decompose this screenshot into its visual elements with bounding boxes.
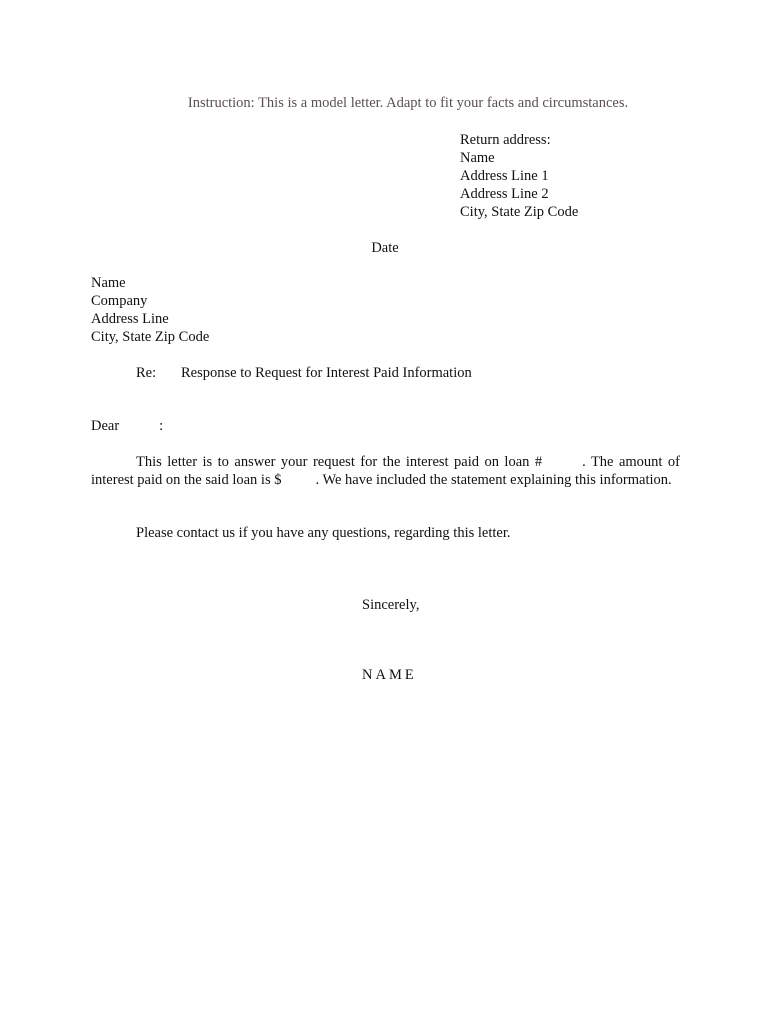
instruction-note: Instruction: This is a model letter. Adapt to fit your facts and circumstances. [187, 95, 629, 111]
recipient-company: Company [91, 293, 148, 309]
return-address-name: Name [460, 150, 495, 166]
signature-name: NAME [362, 667, 417, 683]
body-paragraph [91, 453, 680, 489]
subject-text: Response to Request for Interest Paid Information [181, 365, 472, 381]
salutation-colon: : [159, 418, 164, 434]
return-address-block [460, 131, 578, 221]
salutation-greeting: Dear [91, 418, 120, 434]
subject-label: Re: [136, 365, 157, 381]
letter-date: Date [371, 240, 399, 256]
subject-line [136, 364, 472, 382]
salutation [91, 417, 163, 435]
return-address-city-state-zip: City, State Zip Code [460, 204, 579, 220]
body-text-part3: . We have included the statement explaining this information. [315, 472, 672, 488]
closing: Sincerely, [362, 597, 420, 613]
recipient-name: Name [91, 275, 126, 291]
recipient-city-state-zip: City, State Zip Code [91, 329, 210, 345]
body-text-part1: This letter is to answer your request for the interest paid on loan # [136, 454, 543, 470]
body-text-part2: . The amount of interest paid on the said loan is $ [91, 454, 680, 488]
contact-paragraph: Please contact us if you have any questions, regarding this letter. [136, 525, 511, 541]
return-address-line2: Address Line 2 [460, 186, 549, 202]
return-address-line1: Address Line 1 [460, 168, 549, 184]
recipient-address-block [91, 274, 209, 346]
return-address-label: Return address: [460, 132, 551, 148]
recipient-address-line: Address Line [91, 311, 169, 327]
